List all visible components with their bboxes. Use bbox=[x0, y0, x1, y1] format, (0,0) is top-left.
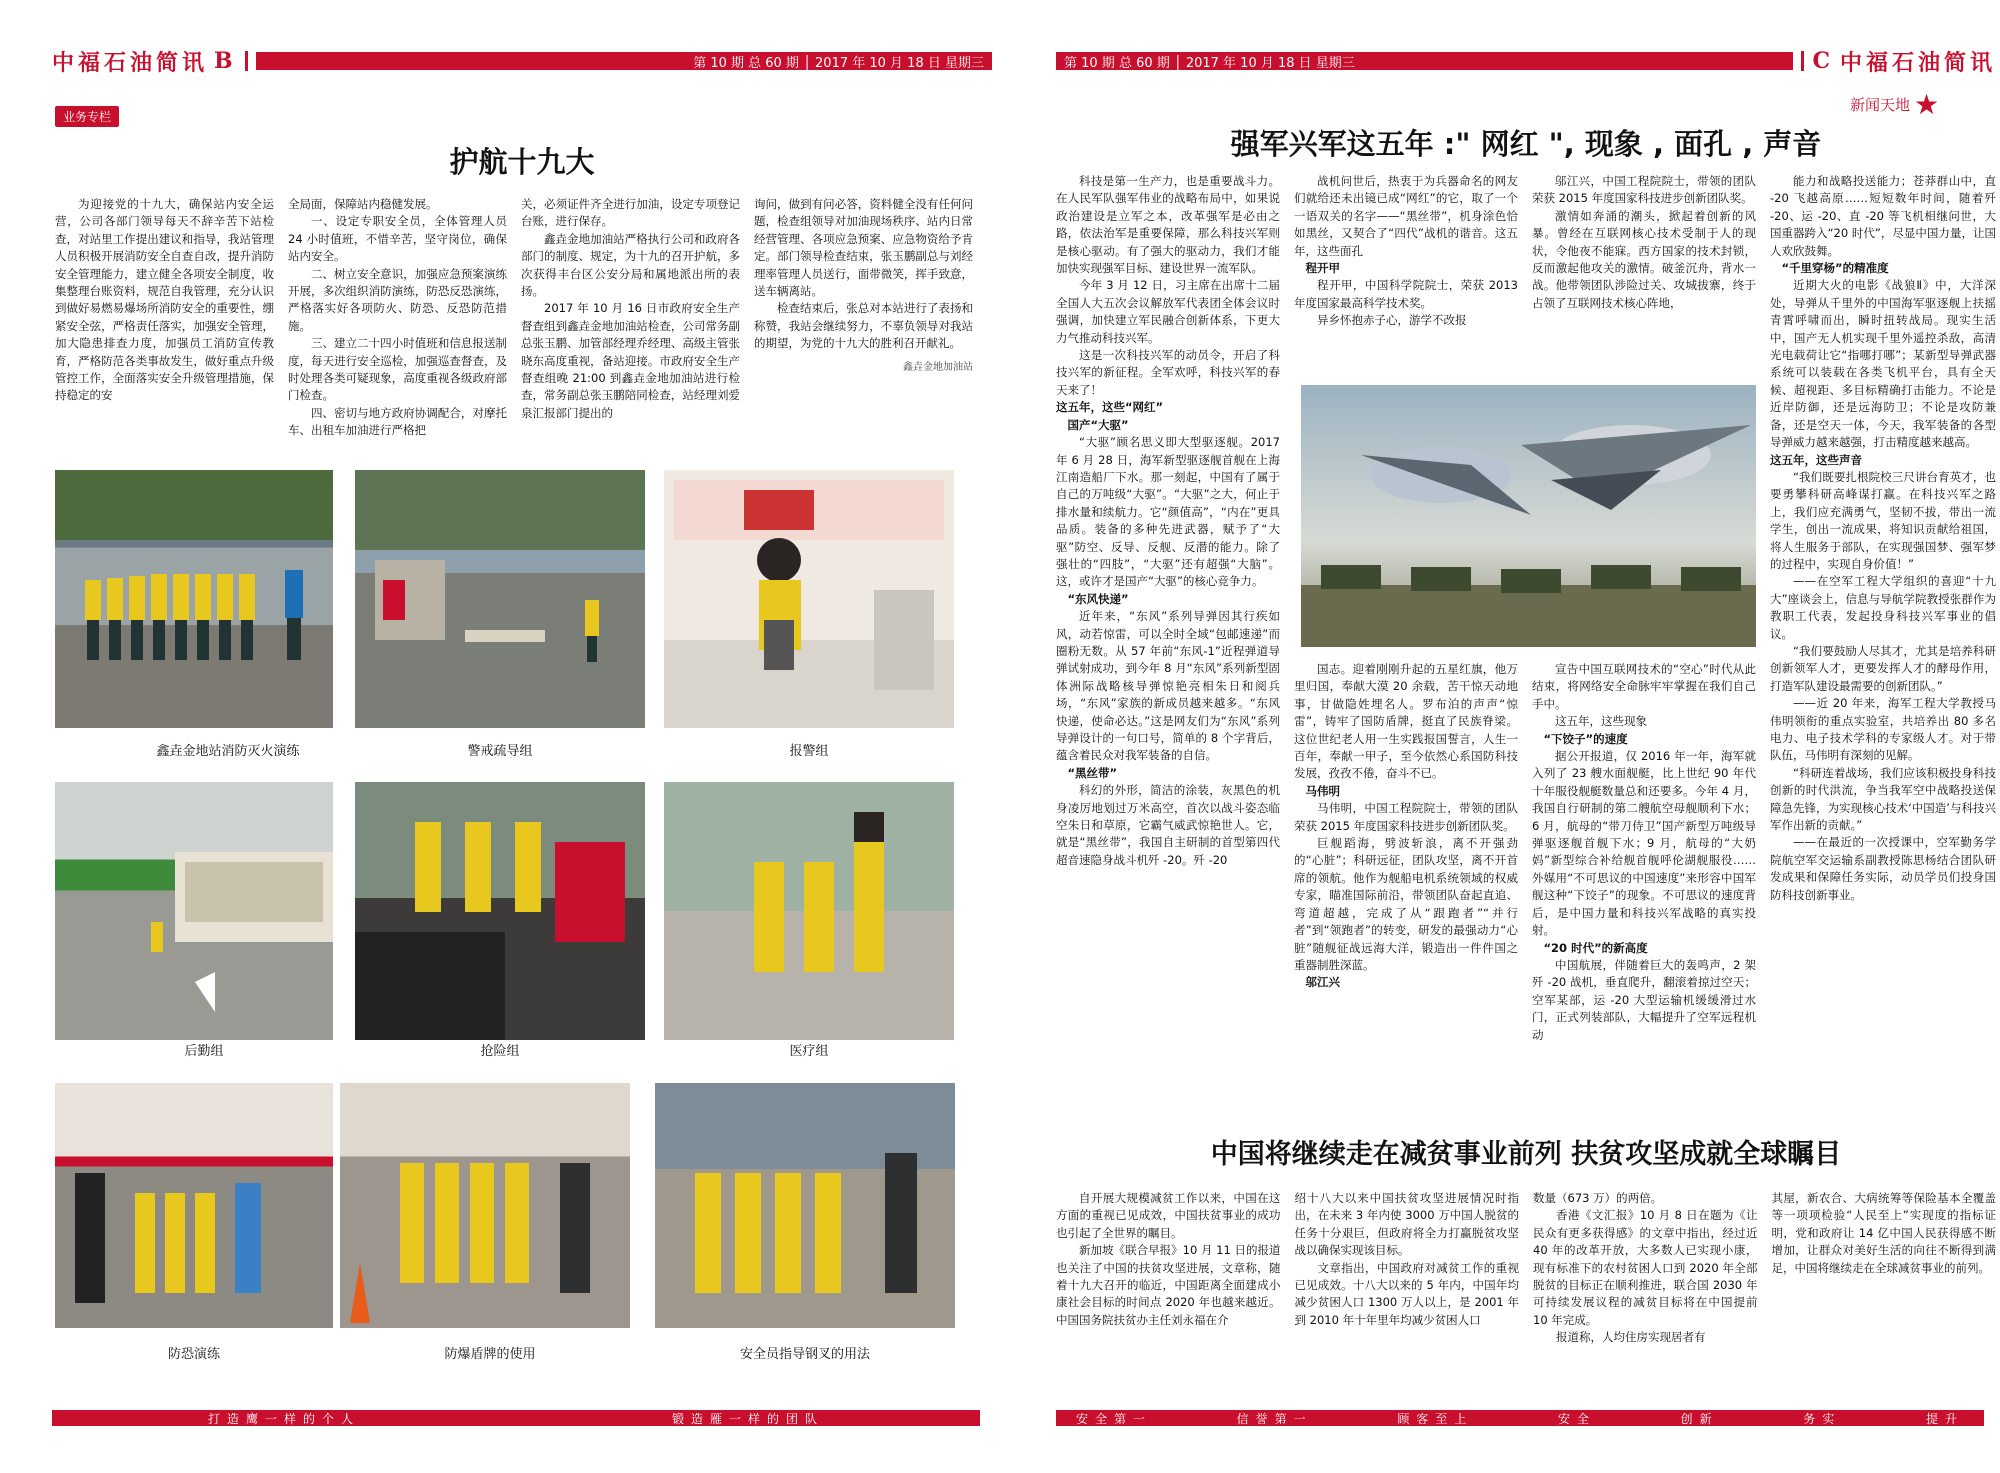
star-icon: ★ bbox=[1914, 88, 1940, 121]
issue-bar bbox=[256, 52, 992, 70]
caption-rescue-group: 抢险组 bbox=[480, 1044, 520, 1059]
rescue-team-photo bbox=[355, 782, 645, 1040]
shield-drill-photo bbox=[340, 1083, 630, 1328]
subheading: 程开甲 bbox=[1305, 261, 1340, 276]
article-body bbox=[55, 196, 973, 446]
paragraph: 程开甲，中国科学院院士，荣获 2013 年度国家最高科学技术奖。 bbox=[1294, 278, 1518, 310]
paragraph: “大驱”顾名思义即大型驱逐舰。2017 年 6 月 28 日，海军新型驱逐舰首舰在上海江南造船厂下水。那一刻起，中国有了属于自己的万吨级“大驱”。“大驱”之大，何止于排水量和续航力。它“颜值高”，“内在”更具品质。装备的多种先进武器，赋予了“大驱”防空、反导、反舰、反潜的能力。除了强壮的“四肢”，“大驱”还有超强“大脑”。这，或许才是国产“大驱”的核心竞争力。 bbox=[1056, 435, 1280, 589]
photo-fire-drill bbox=[55, 470, 333, 728]
footer-slogan-c3: 顾客至上 bbox=[1397, 1411, 1474, 1426]
section-tag-text: 新闻天地 bbox=[1850, 96, 1911, 114]
team-lineup-photo bbox=[55, 470, 333, 728]
jet-icon bbox=[1301, 385, 1756, 647]
subheading: 邬江兴 bbox=[1305, 975, 1340, 990]
article-body-2 bbox=[1056, 1190, 1996, 1390]
paragraph: 中国航展，伴随着巨大的轰鸣声，2 架歼 -20 战机，垂直爬升，翻滚着掠过空天；空军某部，运 -20 大型运输机缓缓滑过水门，正式列装部队，大幅提升了空军远程机动 bbox=[1532, 957, 1756, 1042]
subheading: 马伟明 bbox=[1305, 783, 1340, 798]
paragraph: “我们要鼓励人尽其才，尤其是培养科研创新领军人才，更要发挥人才的酵母作用，打造军队建设最需要的创新团队。” bbox=[1770, 643, 1996, 693]
page-c bbox=[1010, 0, 2000, 1473]
article-title-2: 中国将继续走在减贫事业前列 扶贫攻坚成就全球瞩目 bbox=[1210, 1139, 1842, 1170]
photo-medical-group bbox=[664, 782, 954, 1040]
paragraph: ——近 20 年来，海军工程大学教授马伟明领衔的重点实验室，共培养出 80 多名电力、电子技术学科的专家级人才。对于带队伍，马伟明有深刻的见解。 bbox=[1770, 696, 1996, 763]
article-column-c3 bbox=[1532, 173, 1756, 383]
subheading: “20 时代”的新高度 bbox=[1543, 940, 1648, 955]
article-signature: 鑫垚金地加油站 bbox=[903, 361, 973, 373]
paragraph: 宣告中国互联网技术的“空心”时代从此结束，将网络安全命脉牢牢掌握在我们自己手中。 bbox=[1532, 662, 1756, 711]
subheading: 国产“大驱” bbox=[1067, 417, 1129, 432]
page-letter-c: C bbox=[1812, 48, 1834, 74]
masthead-c bbox=[1056, 48, 1996, 76]
photo-alarm-group bbox=[664, 470, 954, 728]
station-forecourt-photo bbox=[355, 470, 645, 728]
footer-slogan-c2: 信誉第一 bbox=[1236, 1411, 1313, 1426]
paragraph: ——在空军工程大学组织的喜迎“十九大”座谈会上，信息与导航学院教授张群作为教职工代表，发起投身科技兴军事业的倡议。 bbox=[1770, 574, 1996, 641]
paragraph: 激情如奔涌的潮头，掀起着创新的风暴。曾经在互联网核心技术受制于人的现状，令他夜不能寐。西方国家的技术封锁，反而激起他攻关的激情。破釜沉舟，背水一战。他带领团队涉险过关、攻城拔寨，终于占领了互联网技术核心阵地， bbox=[1532, 208, 1756, 310]
footer-slogan-c4: 安全 bbox=[1557, 1411, 1596, 1426]
paragraph: 近年来，“东风”系列导弹因其行疾如风，动若惊雷，可以全时全域“包邮速递”而圈粉无数。从 57 年前“东风-1”近程弹道导弹试射成功，到今年 8 月“东风”系列新型固体洲际战略核导弹惊艳亮相朱日和阅兵场，“东风”家族的新成员越来越多。“东风快递，使命必达。”这是网友们为“东风”系列导弹设计的一句口号，简单的 8 个字背后，蕴含着民众对我军装备的自信。 bbox=[1056, 609, 1280, 763]
paragraph: 这是一次科技兴军的动员令，开启了科技兴军的新征程。全军欢呼，科技兴军的春天来了！ bbox=[1056, 348, 1280, 397]
paragraph: “科研连着战场，我们应该积极投身科技创新的时代洪流，争当我军空中战略投送保障急先锋，为实现核心技术‘中国造’与科技兴军作出新的贡献。” bbox=[1770, 765, 1996, 833]
paragraph: ——在最近的一次授课中，空军勤务学院航空军交运输系副教授陈思杨结合团队研发成果和保障任务实际，动员学员们投身国防科技创新事业。 bbox=[1770, 835, 1996, 902]
footer-slogan-bar-c bbox=[1056, 1410, 1984, 1426]
section-tag: 业务专栏 bbox=[55, 106, 119, 127]
caption-medical-group: 医疗组 bbox=[789, 1044, 829, 1059]
article-column-2: 全局面，保障站内稳健发展。 一、设定专职安全员，全体管理人员 24 小时值班，不惜辛苦，坚守岗位，确保站内安全。 二、树立安全意识，加强应急预案演练开展，多次组织消防演练，防恐反恐演练，严格落实好各项防火、防恐、反恐防范措施。 三、建立二十四小时值班和信息报送制度，每天进行安全巡检，加强巡查督查，及时处理各类可疑现象，高度重视各级政府部门检查。 四、密切与地方政府协调配合，对摩托车、出租车加油进行严格把 bbox=[288, 197, 507, 438]
photo-fork-drill bbox=[655, 1083, 955, 1328]
masthead-b bbox=[52, 48, 992, 76]
article2-column-1: 自开展大规模减贫工作以来，中国在这方面的重视已见成效，中国扶贫事业的成功也引起了全世界的瞩目。 新加坡《联合早报》10 月 11 日的报道也关注了中国的扶贫攻坚进展，文章称，随着十九大召开的临近，中国距离全面建成小康社会目标的时间点 2020 年也越来越近。中国国务院扶贫办主任刘永福在介 bbox=[1056, 1191, 1281, 1327]
article2-column-2: 绍十八大以来中国扶贫攻坚进展情况时指出，在未来 3 年内使 3000 万中国人脱贫的任务十分艰巨，但政府将全力打赢脱贫攻坚战以确保实现该目标。 文章指出，中国政府对减贫工作的重视已见成效。十八大以来的 5 年内，中国年均减少贫困人口 1300 万人以上，是 2001 年到 2010 年十年里年均减少贫困人口 bbox=[1294, 1191, 1519, 1327]
subheading: “黑丝带” bbox=[1067, 765, 1118, 780]
footer-slogan-1: 打造鹰一样的个人 bbox=[207, 1411, 360, 1426]
article-column-3: 关，必须证件齐全进行加油，设定专项登记台账，进行保存。 鑫垚金地加油站严格执行公司和政府各部门的制度、规定，为十九的召开护航，多次获得丰台区公安分局和属地派出所的表扬。 2017 年 10 月 16 日市政府安全生产督查组到鑫垚金地加油站检查，公司常务副总张玉鹏、加管部经理乔经理、高级主管张晓东高度重视，备站迎接。市政府安全生产督查组晚 21:00 到鑫垚金地加油站进行检查，常务副总张玉鹏陪同检查，站经理刘爱泉汇报部门提出的 bbox=[521, 197, 740, 420]
subheading: “下饺子”的速度 bbox=[1543, 731, 1628, 746]
phone-alarm-photo bbox=[664, 470, 954, 728]
paragraph: 据公开报道，仅 2016 年一年，海军就入列了 23 艘水面舰艇，比上世纪 90 年代十年服役舰艇数量总和还要多。今年 4 月，我国自行研制的第二艘航空母舰顺利下水；6 月，航母的“带刀侍卫”国产新型万吨级导弹驱逐舰首舰下水；9 月，航母的“大奶妈”新型综合补给舰首舰呼伦湖舰服役……外媒用“不可思议的中国速度”来形容中国军舰这种“下饺子”的现象。不可思议的速度背后，是中国力量和科技兴军战略的真实投射。 bbox=[1532, 749, 1756, 938]
footer-slogan-c1: 安全第一 bbox=[1076, 1411, 1153, 1426]
section-tag-c bbox=[1850, 88, 1939, 121]
article-column-c2b bbox=[1294, 661, 1518, 1093]
article-title-c: 强军兴军这五年 :" 网红 ", 现象 , 面孔 , 声音 bbox=[1230, 127, 1822, 161]
article2-column-3: 数量（673 万）的两倍。 香港《文汇报》10 月 8 日在题为《让民众有更多获得感》的文章中指出，经过近 40 年的改革开放，大多数人已实现小康，现有标准下的农村贫困人口到 2020 年全部脱贫的目标正在顺利推进，联合国 2030 年可持续发展议程的减贫目标将在中国提前 10 年完成。 报道称，人均住房实现居者有 bbox=[1533, 1191, 1758, 1345]
caption-fork-drill: 安全员指导钢叉的用法 bbox=[739, 1347, 870, 1362]
issue-text: 第 10 期 总 60 期 │ 2017 年 10 月 18 日 星期三 bbox=[693, 55, 984, 71]
fork-drill-photo bbox=[655, 1083, 955, 1328]
footer-slogan-c7: 提升 bbox=[1925, 1411, 1964, 1426]
caption-alarm-group: 报警组 bbox=[789, 744, 829, 759]
article2-column-4: 其屋，新农合、大病统筹等保险基本全覆盖等一项项检验“人民至上”实现度的指标证明，党和政府让 14 亿中国人民获得感不断增加，让群众对美好生活的向往不断得到满足，中国将继续走在全球减贫事业的前列。 bbox=[1771, 1191, 1996, 1275]
issue-bar-c bbox=[1056, 52, 1793, 70]
brand-title: 中福石油简讯 bbox=[52, 49, 209, 76]
brand-title-c: 中福石油简讯 bbox=[1839, 49, 1996, 76]
paragraph: 今年 3 月 12 日，习主席在出席十二届全国人大五次会议解放军代表团全体会议时强调，加快建立军民融合创新体系，下更大力气推动科技兴军。 bbox=[1056, 278, 1280, 345]
paragraph: 战机问世后，热衷于为兵器命名的网友们就给还未出镜已成“网红”的它，取了一个一语双关的名字——“黑丝带”，机身涂色恰如黑丝，又契合了“四代”战机的谐音。这五年，这些面孔 bbox=[1294, 174, 1518, 258]
paragraph: 科幻的外形，简洁的涂装，灰黑色的机身凌厉地划过万米高空，首次以战斗姿态临空朱日和草原，它霸气威武惊艳世人。它，就是“黑丝带”，我国自主研制的首型第四代超音速隐身战斗机歼 -20。歼 -20 bbox=[1056, 783, 1280, 867]
footer-slogan-bar bbox=[52, 1410, 980, 1426]
article-column-c2 bbox=[1294, 173, 1518, 383]
paragraph: 国志。迎着刚刚升起的五星红旗，他万里归国，奉献大漠 20 余载，苦干惊天动地事，甘做隐姓埋名人。罗布泊的声声“惊雷”，铸牢了国防盾牌，挺直了民族脊梁。这位世纪老人用一生实践报国誓言，人生一百年，奉献一甲子，至今依然心系国防科技发展，孜孜不倦，奋斗不已。 bbox=[1294, 662, 1518, 781]
article-column-c3b bbox=[1532, 661, 1756, 1093]
caption-shield-drill: 防爆盾牌的使用 bbox=[444, 1347, 536, 1362]
page-letter: B bbox=[214, 48, 237, 74]
photo-logistics-group bbox=[55, 782, 333, 1040]
caption-guard-group: 警戒疏导组 bbox=[467, 744, 533, 759]
article-column-c1 bbox=[1056, 173, 1280, 1093]
paragraph: 马伟明，中国工程院院士，带领的团队荣获 2015 年度国家科技进步创新团队奖。 bbox=[1294, 801, 1518, 833]
footer-slogan-c5: 创新 bbox=[1680, 1411, 1719, 1426]
paragraph: 科技是第一生产力，也是重要战斗力。在人民军队强军伟业的战略布局中，如果说政治建设是立军之本，改革强军是必由之路，依法治军是重要保障，那么科技兴军则是核心驱动。有了强大的驱动力，我们才能加快实现强军目标、建设世界一流军队。 bbox=[1056, 174, 1280, 276]
paragraph: 这五年，这些现象 bbox=[1555, 714, 1647, 729]
issue-text-c: 第 10 期 总 60 期 │ 2017 年 10 月 18 日 星期三 bbox=[1064, 55, 1355, 71]
article-body-c bbox=[1056, 173, 1996, 1093]
convenience-store-photo bbox=[55, 782, 333, 1040]
photo-guard-group bbox=[355, 470, 645, 728]
footer-slogan-c6: 务实 bbox=[1803, 1411, 1842, 1426]
medical-team-photo bbox=[664, 782, 954, 1040]
paragraph: 邬江兴，中国工程院院士，带领的团队荣获 2015 年度国家科技进步创新团队奖。 bbox=[1532, 174, 1756, 206]
paragraph: “我们既要扎根院校三尺讲台育英才，也要勇攀科研高峰谋打赢。在科技兴军之路上，我们应充满勇气，坚韧不拔，带出一流学生，创出一流成果，将知识贡献给祖国，将人生服务于部队，在实现强国梦、强军梦的过程中，实现自身价值！” bbox=[1770, 469, 1996, 571]
article-title: 护航十九大 bbox=[449, 145, 595, 179]
photo-rescue-group bbox=[355, 782, 645, 1040]
subheading: “东风快递” bbox=[1067, 591, 1129, 606]
article-column-c4 bbox=[1770, 173, 1996, 1093]
article-column-1: 为迎接党的十九大，确保站内安全运营，公司各部门领导每天不辞辛苦下站检查，对站里工作提出建议和指导，我站管理人员积极开展消防安全自查自改，提升消防安全管理能力，建立健全各项安全制度，收集整理台账资料，规范自我管理，充分认识到做好易燃易爆场所消防安全的重要性，绷紧安全弦，严格责任落实，加强安全管理，加大隐患排查力度，加强员工消防宣传教育，严格防范各类事故发生，做好重点升级管控工作，全面落实安全升级管理措施，保持稳定的安 bbox=[55, 197, 274, 403]
footer-slogan-2: 锻造雁一样的团队 bbox=[671, 1411, 824, 1426]
photo-shield-drill bbox=[340, 1083, 630, 1328]
caption-logistics-group: 后勤组 bbox=[184, 1044, 224, 1059]
caption-anti-terror-drill: 防恐演练 bbox=[167, 1347, 220, 1362]
subheading: 这五年，这些“网红” bbox=[1056, 400, 1164, 415]
paragraph: 能力和战略投送能力；苍莽群山中，直 -20 飞越高原……短短数年时间，随着歼 -20、运 -20、直 -20 等飞机相继问世，大国重器跨入“20 时代”，尽显中国力量，让国人欢欣鼓舞。 bbox=[1770, 174, 1996, 258]
paragraph: 异乡怀抱赤子心，游学不改报 bbox=[1317, 313, 1467, 328]
military-jets-illustration bbox=[1301, 385, 1756, 647]
paragraph: 巨舰蹈海，劈波斩浪，离不开强劲的“心脏”；科研远征，团队攻坚，离不开首席的领航。他作为舰船电机系统领域的权威专家，瞄准国际前沿，带领团队奋起直追、弯道超越，完成了从“跟跑者”“并行者”到“领跑者”的转变，研发的最强动力“心脏”随舰征战远海大洋，锻造出一件件国之重器制胜深蓝。 bbox=[1294, 836, 1518, 972]
subheading: “千里穿杨”的精准度 bbox=[1781, 261, 1889, 276]
photo-anti-terror-drill bbox=[55, 1083, 333, 1328]
anti-terror-drill-photo bbox=[55, 1083, 333, 1328]
subheading: 这五年，这些声音 bbox=[1770, 452, 1862, 467]
paragraph: 近期大火的电影《战狼Ⅱ》中，大洋深处，导弹从千里外的中国海军驱逐舰上扶摇青霄呼啸而出，瞬时扭转战局。现实生活中，国产无人机实现千里外遥控杀敌，高清光电载荷让它“指哪打哪”；某新型导弹武器系统可以装载在各类飞机平台，具有全天候、超视距、多目标精确打击能力。不论是近岸防御，还是远海防卫；不论是攻防兼备，还是空天一体，今天，我军装备的各型导弹威力越来越强，打击精度越来越高。 bbox=[1770, 278, 1996, 450]
page-b bbox=[0, 0, 990, 1473]
article-column-4: 询问，做到有问必答，资料健全没有任何问题，检查组领导对加油现场秩序、站内日常经营管理、各项应急预案、应急物资给予肯定。部门领导检查结束，张玉鹏副总与刘经理率管理人员送行，面带微笑，挥手致意，送车辆离站。 检查结束后，张总对本站进行了表扬和称赞，我站会继续努力，不辜负领导对我站的期望，为党的十九大的胜利召开献礼。 鑫垚金地加油站 bbox=[754, 196, 973, 446]
caption-fire-drill: 鑫垚金地站消防灭火演练 bbox=[156, 744, 300, 759]
